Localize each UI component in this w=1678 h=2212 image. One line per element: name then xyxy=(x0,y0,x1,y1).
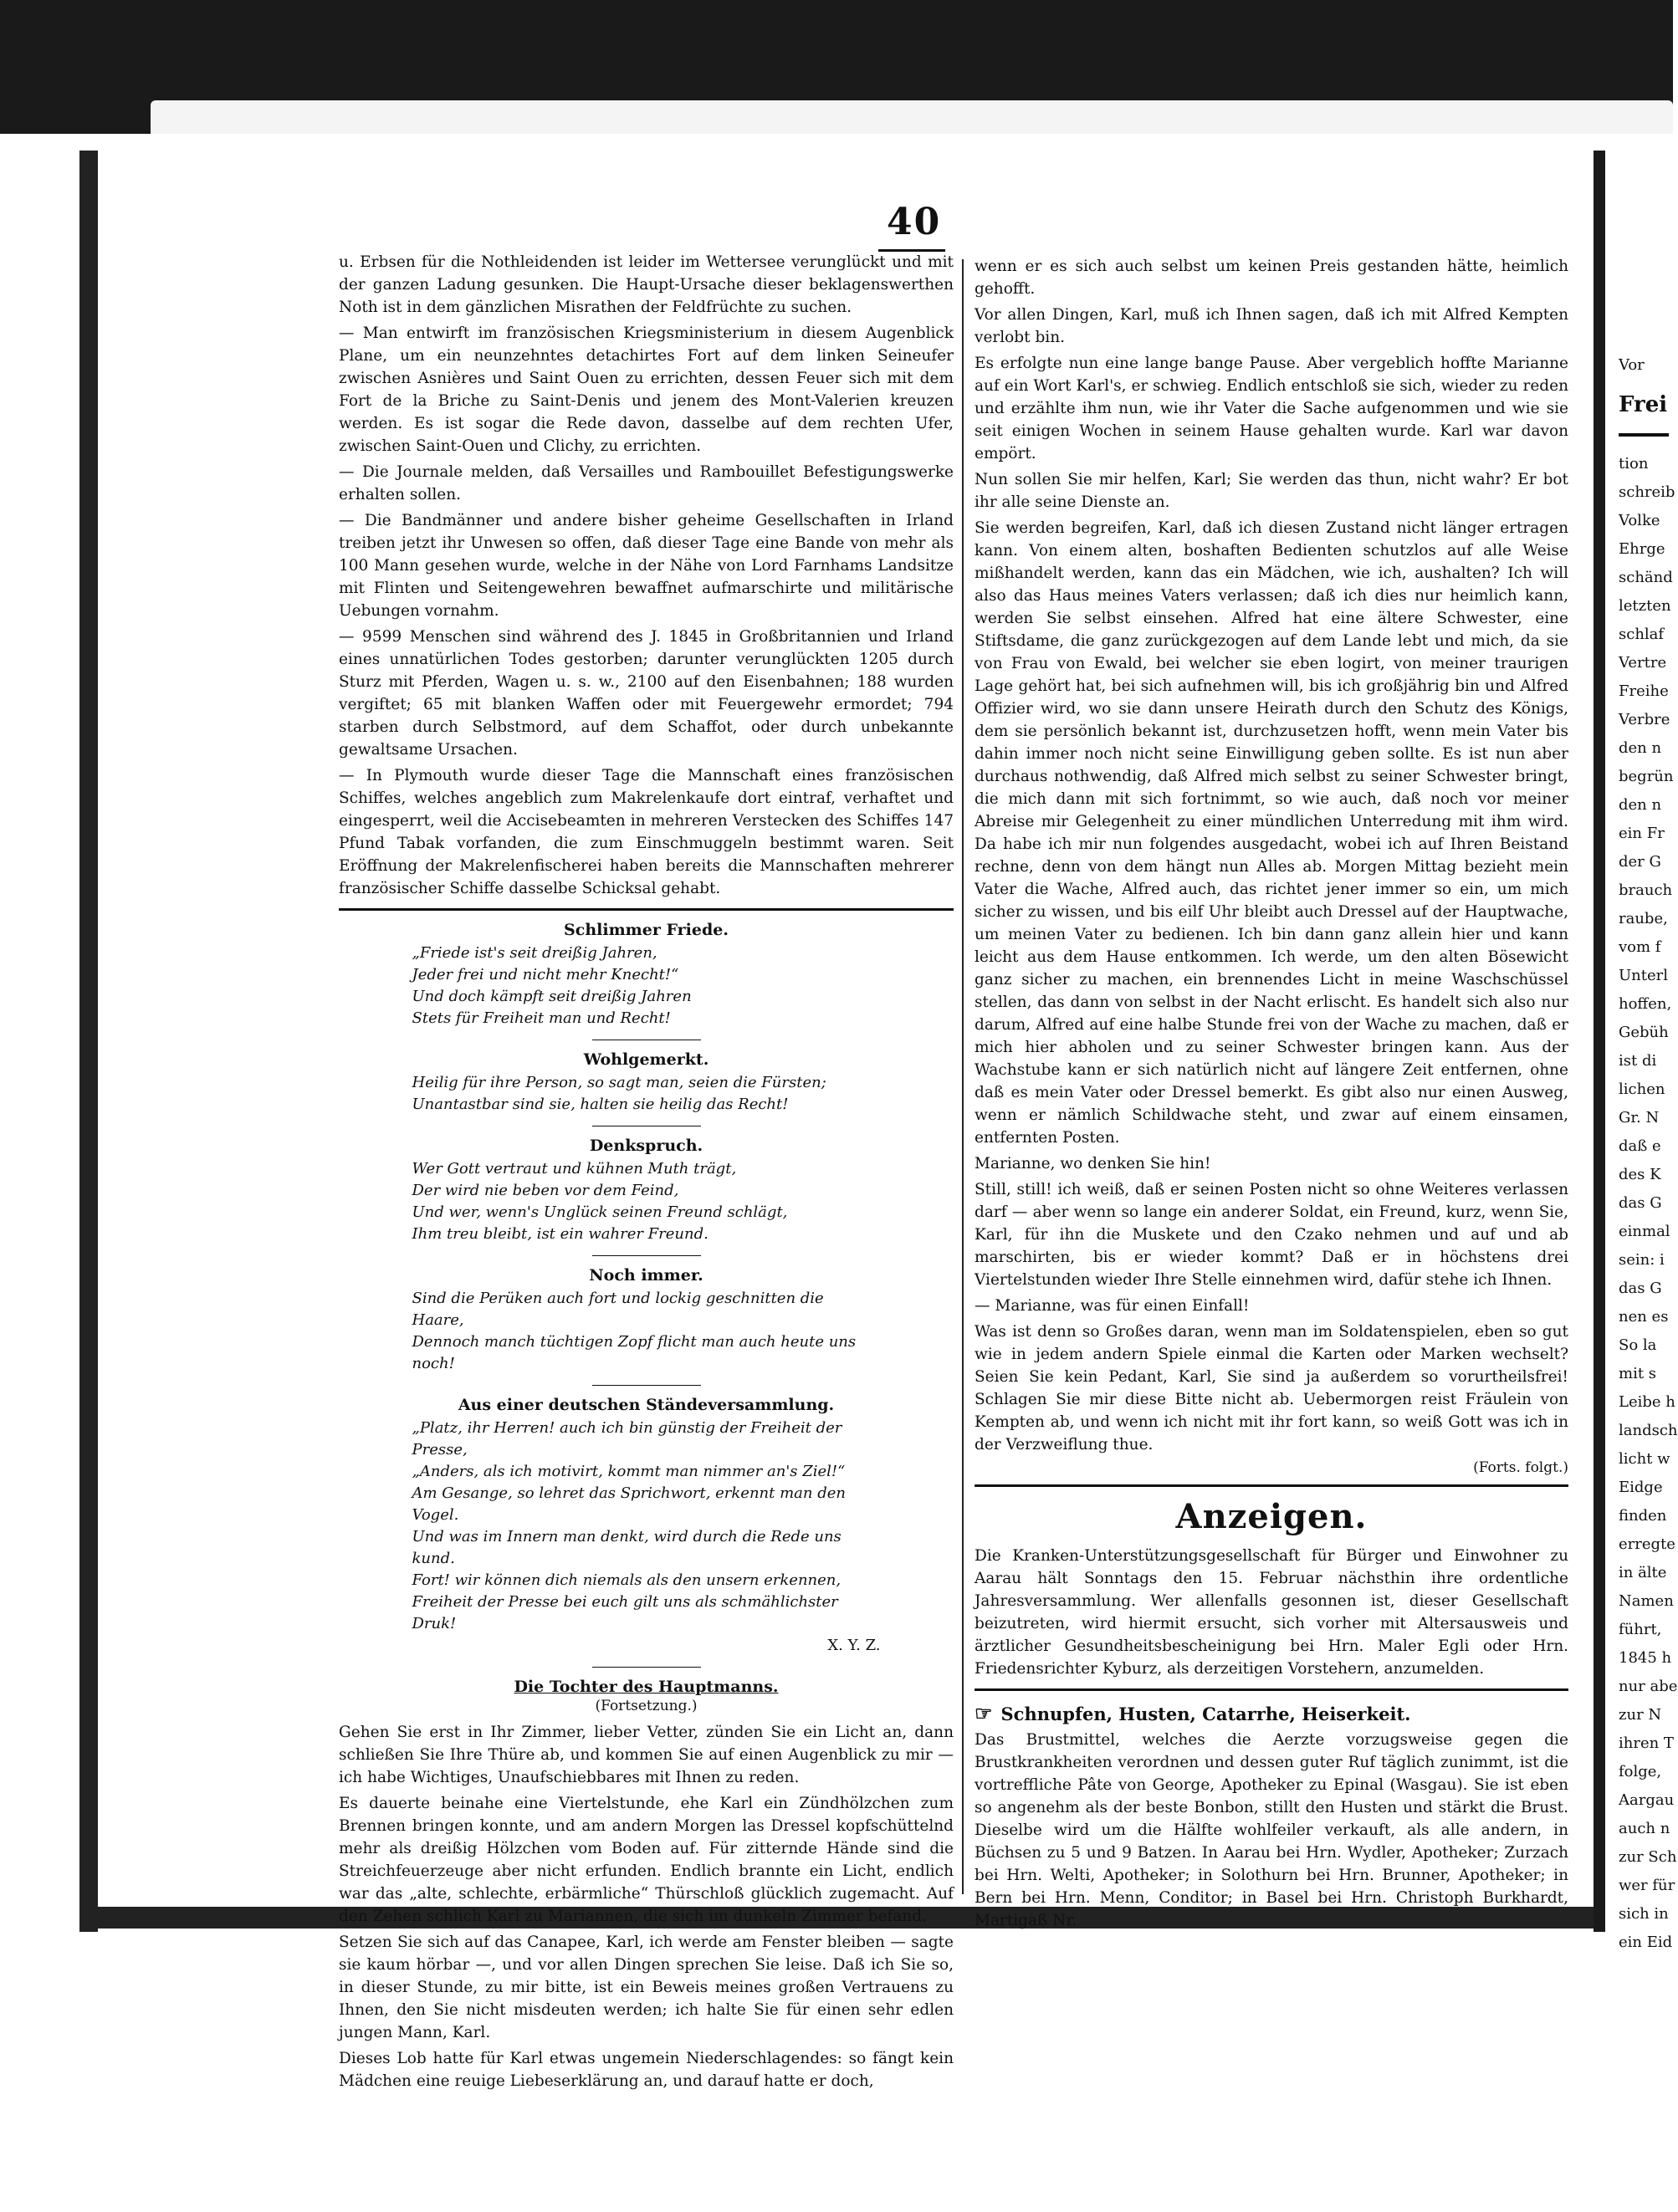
story-paragraph: Dieses Lob hatte für Karl etwas ungemein Niederschlagendes: so fängt kein Mädchen eine reuige Liebeserklärung an, und darauf hatte er doch, xyxy=(339,2050,954,2090)
fragment-line: schreib xyxy=(1619,483,1675,501)
fragment-line: den n xyxy=(1619,796,1662,814)
scan-border-right xyxy=(1594,151,1605,1932)
fragment-line: Volke xyxy=(1619,512,1660,529)
poem-line: Ihm treu bleibt, ist ein wahrer Freund. xyxy=(412,1225,709,1243)
ads-heading: Anzeigen. xyxy=(1175,1497,1368,1536)
fragment-line: Vor xyxy=(1619,356,1645,374)
poem-title: Aus einer deutschen Ständeversammlung. xyxy=(458,1396,835,1414)
news-item: u. Erbsen für die Nothleidenden ist leider im Wettersee verunglückt und mit der ganzen Ladung gesunken. Die Haupt-Ursache dieser beklagenswerthen Noth ist in dem gänzlichen Misrathen der Feldfrüchte zu suchen. xyxy=(339,253,954,316)
story-paragraph: Gehen Sie erst in Ihr Zimmer, lieber Vetter, zünden Sie ein Licht an, dann schließen Sie Ihre Thüre ab, und kommen Sie auf einen Augenblick zu mir — ich habe Wichtiges, Unaufschiebbares mit Ihnen zu reden. xyxy=(339,1724,954,1786)
advertisement-title xyxy=(975,1701,1568,1725)
poem-signature: X. Y. Z. xyxy=(827,1637,881,1654)
fragment-line: der G xyxy=(1619,853,1661,871)
continuation-note: (Forts. folgt.) xyxy=(1473,1459,1568,1476)
poem-line: Und doch kämpft seit dreißig Jahren xyxy=(412,988,692,1005)
advertisement-title-text: Schnupfen, Husten, Catarrhe, Heiserkeit. xyxy=(1000,1704,1411,1724)
page-number: 40 xyxy=(887,201,942,243)
fragment-line: den n xyxy=(1619,739,1662,757)
fragment-line: nur abe xyxy=(1619,1678,1678,1695)
poem-line: Sind die Perüken auch fort und lockig geschnitten die Haare, xyxy=(412,1290,824,1329)
fragment-line: Gebüh xyxy=(1619,1024,1669,1041)
poem xyxy=(412,943,881,1029)
column-divider xyxy=(962,259,964,1894)
fragment-line: tion xyxy=(1619,455,1649,473)
fragment-line: schänd xyxy=(1619,569,1673,586)
poem-line: „Anders, als ich motivirt, kommt man nimmer an's Ziel!“ xyxy=(412,1463,846,1480)
fragment-line: finden xyxy=(1619,1507,1667,1525)
fragment-line: Aargau xyxy=(1619,1791,1675,1809)
fragment-line: Freihe xyxy=(1619,682,1669,700)
fragment-line: Verbre xyxy=(1619,711,1670,728)
fragment-line: Leibe h xyxy=(1619,1393,1675,1411)
fragment-line: Namen xyxy=(1619,1592,1674,1610)
poem-line: Unantastbar sind sie, halten sie heilig das Recht! xyxy=(412,1096,789,1113)
section-rule xyxy=(975,1688,1568,1691)
story-paragraph: Nun sollen Sie mir helfen, Karl; Sie werden das thun, nicht wahr? Er bot ihr alle seine Dienste an. xyxy=(975,471,1568,511)
news-item: — Man entwirft im französischen Kriegsministerium in diesem Augenblick Plane, um ein neunzehntes detachirtes Fort auf dem linken Seineufer zwischen Asnières und Saint Ouen zu errichten, dessen Feuer sich mit dem Fort de la Briche zu Saint-Denis und jenem des Mont-Valerien kreuzen werden. Es ist sogar die Rede davon, dasselbe auf dem rechten Ufer, zwischen Saint-Ouen und Clichy, zu errichten. xyxy=(339,324,954,455)
fragment-line: zur N xyxy=(1619,1706,1662,1724)
poem-line: Heilig für ihre Person, so sagt man, seien die Fürsten; xyxy=(412,1074,826,1091)
poem-title: Denkspruch. xyxy=(589,1137,703,1155)
fragment-line: sein: i xyxy=(1619,1251,1665,1269)
fragment-line: mit s xyxy=(1619,1365,1657,1382)
story-paragraph: Setzen Sie sich auf das Canapee, Karl, ich werde am Fenster bleiben — sagte sie kaum hörbar —, und vor allen Dingen sprechen Sie leise. Daß ich Sie so, in dieser Stunde, zu mir bitte, ist ein Beweis meines großen Vertrauens zu Ihnen, den Sie nicht misdeuten werden; ich halte Sie für einen sehr edlen jungen Mann, Karl. xyxy=(339,1934,954,2041)
story-title: Die Tochter des Hauptmanns. xyxy=(514,1678,779,1696)
fragment-line: lichen xyxy=(1619,1080,1665,1098)
fragment-line: einmal xyxy=(1619,1223,1670,1240)
fragment-line: das G xyxy=(1619,1194,1662,1212)
poem xyxy=(412,1288,881,1375)
fragment-line: ihren T xyxy=(1619,1734,1674,1752)
poem-line: „Platz, ihr Herren! auch ich bin günstig der Freiheit der Presse, xyxy=(412,1419,842,1458)
poem-line: Am Gesange, so lehret das Sprichwort, erkennt man den Vogel. xyxy=(412,1484,846,1524)
poem-line: „Friede ist's seit dreißig Jahren, xyxy=(412,944,657,962)
fragment-line: ein Fr xyxy=(1619,825,1665,842)
fragment-line: erregte xyxy=(1619,1535,1675,1553)
fragment-line: landsch xyxy=(1619,1422,1678,1439)
advertisement: Das Brustmittel, welches die Aerzte vorzugsweise gegen die Brustkrankheiten verordnen und dessen guter Ruf täglich zunimmt, ist die vortreffliche Pâte von George, Apotheker zu Epinal (Wasgau). Sie ist eben so angenehm als der beste Bonbon, stillt den Husten und stärkt die Brust. Dieselbe wird um die Hälfte wohlfeiler verkauft, als alle andern, in Büchsen zu 5 und 9 Batzen. In Aarau bei Hrn. Wydler, Apotheker; Zurzach bei Hrn. Welti, Apotheker; in Solothurn bei Hrn. Brunner, Apotheker; in Bern bei Hrn. Menn, Conditor; in Basel bei Hrn. Christoph Burkhardt, Martigaß Nr. xyxy=(975,1731,1568,1929)
fragment-line: 1845 h xyxy=(1619,1649,1672,1667)
fragment-line: das G xyxy=(1619,1280,1662,1297)
story-subtitle: (Fortsetzung.) xyxy=(595,1698,698,1714)
poem-line: Stets für Freiheit man und Recht! xyxy=(412,1009,671,1027)
fragment-line: nen es xyxy=(1619,1308,1669,1326)
advertisement: Die Kranken-Unterstützungsgesellschaft für Bürger und Einwohner zu Aarau hält Sonntags den 15. Februar nächsthin ihre ordentliche Jahresversammlung. Wer allenfalls gesonnen ist, dieser Gesellschaft beizutreten, wird hiermit ersucht, sich vorher mit Altersausweis und ärztlicher Gesundheitsbescheinigung bei Hrn. Maler Egli oder Hrn. Friedensrichter Kyburz, als derzeitigen Vorstehern, anzumelden. xyxy=(975,1547,1568,1678)
scan-border-top xyxy=(0,0,1673,134)
poem-title: Wohlgemerkt. xyxy=(583,1050,709,1069)
story-paragraph: Vor allen Dingen, Karl, muß ich Ihnen sagen, daß ich mit Alfred Kempten verlobt bin. xyxy=(975,306,1568,346)
fragment-line: ein Eid xyxy=(1619,1934,1673,1951)
story-paragraph: Es erfolgte nun eine lange bange Pause. Aber vergeblich hoffte Marianne auf ein Wort Karl's, er schwieg. Endlich entschloß sie sich, wieder zu reden und erzählte ihm nun, wie ihr Vater die Sache aufgenommen und wie sie seit einigen Wochen in seinem Hause gehalten wurde. Karl war davon empört. xyxy=(975,355,1568,462)
story-paragraph: — Marianne, was für einen Einfall! xyxy=(975,1297,1250,1315)
poem-line: Jeder frei und nicht mehr Knecht!“ xyxy=(412,966,679,983)
poem-title: Schlimmer Friede. xyxy=(564,921,729,939)
fragment-line: vom f xyxy=(1619,938,1661,956)
fragment-line: hoffen, xyxy=(1619,995,1672,1013)
fragment-line: letzten xyxy=(1619,597,1671,615)
fragment-rule xyxy=(1619,433,1669,437)
story-paragraph: wenn er es sich auch selbst um keinen Preis gestanden hätte, heimlich gehofft. xyxy=(975,258,1568,298)
story-paragraph: Was ist denn so Großes daran, wenn man im Soldatenspielen, eben so gut wie in jedem andern Spiele einmal die Karten oder Marken wechselt? Seien Sie kein Pedant, Karl, Sie sind ja außerdem so vorurtheilsfrei! Schlagen Sie mir diese Bitte nicht ab. Uebermorgen reist Fräulein von Kempten ab, und wenn ich nicht mit ihr fort kann, so weiß Gott was ich in der Verzweiflung thue. xyxy=(975,1323,1568,1453)
section-rule xyxy=(339,908,954,911)
poem-line: Dennoch manch tüchtigen Zopf flicht man auch heute uns noch! xyxy=(412,1333,857,1372)
poem-line: Wer Gott vertraut und kühnen Muth trägt, xyxy=(412,1160,737,1178)
fragment-line: raube, xyxy=(1619,910,1668,927)
news-item: — Die Bandmänner und andere bisher geheime Gesellschaften in Irland treiben jetzt ihr Unwesen so offen, daß dieser Tage eine Bande von mehr als 100 Mann gesehen wurde, welche in der Nähe von Lord Farnhams Landsitze mit Flinten und Seitengewehren bewaffnet aufmarschirte und militärische Uebungen vornahm. xyxy=(339,512,954,620)
fragment-line: begrün xyxy=(1619,768,1674,785)
story-paragraph: Sie werden begreifen, Karl, daß ich diesen Zustand nicht länger ertragen kann. Von einem alten, boshaften Bedienten schutzlos auf alle Weise mißhandelt werden, kann das ein Mädchen, wie ich, aushalten? Ich will also das Haus meines Vaters verlassen; daß ich dies nur heimlich kann, werden Sie selbst einsehen. Alfred hat eine ältere Schwester, eine Stiftsdame, die ganz zurückgezogen auf dem Lande lebt und mich, da sie von Frau von Ewald, bei welcher sie eben logirt, von meiner traurigen Lage gehört hat, bei sich aufnehmen will, bis ich großjährig bin und Alfred Offizier wird, wo sie dann unsere Heirath durch den Schutz des Königs, dem sie persönlich bekannt ist, durchzusetzen hofft, wenn mein Vater bis dahin immer noch nicht seine Einwilligung geben sollte. Es ist nun aber durchaus nothwendig, daß Alfred mich selbst zu seiner Schwester bringt, die mich dann mit sich fortnimmt, so wie auch, daß noch vor meiner Abreise mir Gelegenheit zu einer mündlichen Unterredung mit ihm wird. Da habe ich mir nun folgendes ausgedacht, wobei ich auf Ihren Beistand rechne, denn von dem hängt nun Alles ab. Morgen Mittag bezieht mein Vater die Wache, Alfred auch, das richtet jener immer so ein, um mich sicher zu wissen, und bis eilf Uhr bleibt auch Dressel auf der Hauptwache, um meinen Vater zu bedienen. Ich bin dann ganz allein hier und kann leicht aus dem Hause entkommen. Ich werde, um den alten Bösewicht ganz sicher zu machen, ein brennendes Licht in meine Waschschüssel stellen, das dann von selbst in der Nacht erlischt. Es handelt sich also nur darum, Alfred auf eine halbe Stunde frei von der Wache zu machen, daß er mich hier abholen und zu seiner Schwester bringen kann. Aus der Wachstube kann er sich natürlich nicht auf längere Zeit entfernen, ohne daß es mein Vater oder Dressel bemerkt. Es gibt also nur einen Ausweg, wenn er nämlich Schildwache steht, und zwar auf einem einsamen, entfernten Posten. xyxy=(975,519,1568,1147)
fragment-line: wer für xyxy=(1619,1877,1675,1894)
fragment-line: So la xyxy=(1619,1336,1657,1354)
fragment-line: Eidge xyxy=(1619,1479,1663,1496)
fragment-line: Ehrge xyxy=(1619,540,1665,558)
fragment-line: sich in xyxy=(1619,1905,1669,1923)
fragment-line: auch n xyxy=(1619,1820,1670,1837)
fragment-line: in älte xyxy=(1619,1564,1667,1581)
pointing-hand-icon: ☞ xyxy=(975,1701,993,1725)
fragment-line: schlaf xyxy=(1619,626,1665,643)
fragment-line: Gr. N xyxy=(1619,1109,1660,1126)
story-paragraph: Es dauerte beinahe eine Viertelstunde, ehe Karl ein Zündhölzchen zum Brennen bringen konnte, und am andern Morgen las Dressel kopfschüttelnd mehr als dreißig Hölzchen vom Boden auf. Für zitternde Hände sind die Streichfeuerzeuge aber nicht erfunden. Endlich brannte ein Licht, endlich war das „alte, schlechte, erbärmliche“ Thürschloß glücklich zugemacht. Auf den Zehen schlich Karl zu Mariannen, die sich im dunkeln Zimmer befand. xyxy=(339,1795,954,1925)
fragment-line: folge, xyxy=(1619,1763,1662,1780)
poem-line: Und wer, wenn's Unglück seinen Freund schlägt, xyxy=(412,1203,788,1221)
poem-rule xyxy=(592,1255,701,1256)
poem-title: Noch immer. xyxy=(589,1266,703,1285)
poem xyxy=(412,1072,881,1116)
fragment-line: brauch xyxy=(1619,881,1673,899)
poem-line: Und was im Innern man denkt, wird durch die Rede uns kund. xyxy=(412,1528,842,1567)
right-column xyxy=(975,255,1568,1935)
poem-line: Der wird nie beben vor dem Feind, xyxy=(412,1182,679,1199)
story-paragraph: Marianne, wo denken Sie hin! xyxy=(975,1155,1211,1172)
news-item: — 9599 Menschen sind während des J. 1845 in Großbritannien und Irland eines unnatürlichen Todes gestorben; darunter verunglückten 1205 durch Sturz mit Pferden, Wagen u. s. w., 2100 auf den Eisenbahnen; 188 wurden vergiftet; 65 mit blanken Waffen oder mit Feuergewehr ermordet; 794 starben durch Selbstmord, auf dem Schaffot, oder durch unbekannte gewaltsame Ursachen. xyxy=(339,628,954,759)
poem xyxy=(412,1418,881,1657)
fragment-line: Frei xyxy=(1619,392,1668,417)
book-spine xyxy=(79,151,98,1932)
fragment-line: Vertre xyxy=(1619,654,1667,672)
fragment-line: ist di xyxy=(1619,1052,1657,1070)
adjacent-page-fragment xyxy=(1619,351,1678,1951)
fragment-line: zur Sch xyxy=(1619,1848,1677,1866)
fragment-line: Unterl xyxy=(1619,967,1669,984)
section-rule xyxy=(975,1484,1568,1487)
left-column xyxy=(339,251,954,2096)
news-item: — In Plymouth wurde dieser Tage die Mannschaft eines französischen Schiffes, welches angeblich zum Makrelenkaufe dort eintraf, verhaftet und eingesperrt, weil die Accisebeamten in mehreren Verstecken des Schiffes 147 Pfund Tabak vorfanden, die zum Einschmuggeln bestimmt waren. Seit Eröffnung der Makrelenfischerei haben bereits die Mannschaften mehrerer französischer Schiffe dasselbe Schicksal gehabt. xyxy=(339,767,954,897)
poem xyxy=(412,1158,881,1245)
poem-rule xyxy=(592,1385,701,1386)
fragment-line: des K xyxy=(1619,1166,1661,1183)
fragment-line: licht w xyxy=(1619,1450,1670,1468)
poem-rule xyxy=(592,1667,701,1668)
poem-line: Freiheit der Presse bei euch gilt uns als schmählichster Druk! xyxy=(412,1593,838,1632)
story-paragraph: Still, still! ich weiß, daß er seinen Posten nicht so ohne Weiteres verlassen darf — aber wenn so lange ein anderer Soldat, ein Freund, kurz, wenn Sie, Karl, für ihn die Muskete und den Czako nehmen und auf und ab marschirten, bis er wieder kommt? Daß er in höchstens drei Viertelstunden wieder Ihre Stelle einnehmen wird, dafür stehe ich Ihnen. xyxy=(975,1181,1568,1289)
news-item: — Die Journale melden, daß Versailles und Rambouillet Befestigungswerke erhalten sollen. xyxy=(339,463,954,503)
poem-line: Fort! wir können dich niemals als den unsern erkennen, xyxy=(412,1571,842,1589)
fragment-line: führt, xyxy=(1619,1621,1662,1638)
fragment-line: daß e xyxy=(1619,1137,1661,1155)
